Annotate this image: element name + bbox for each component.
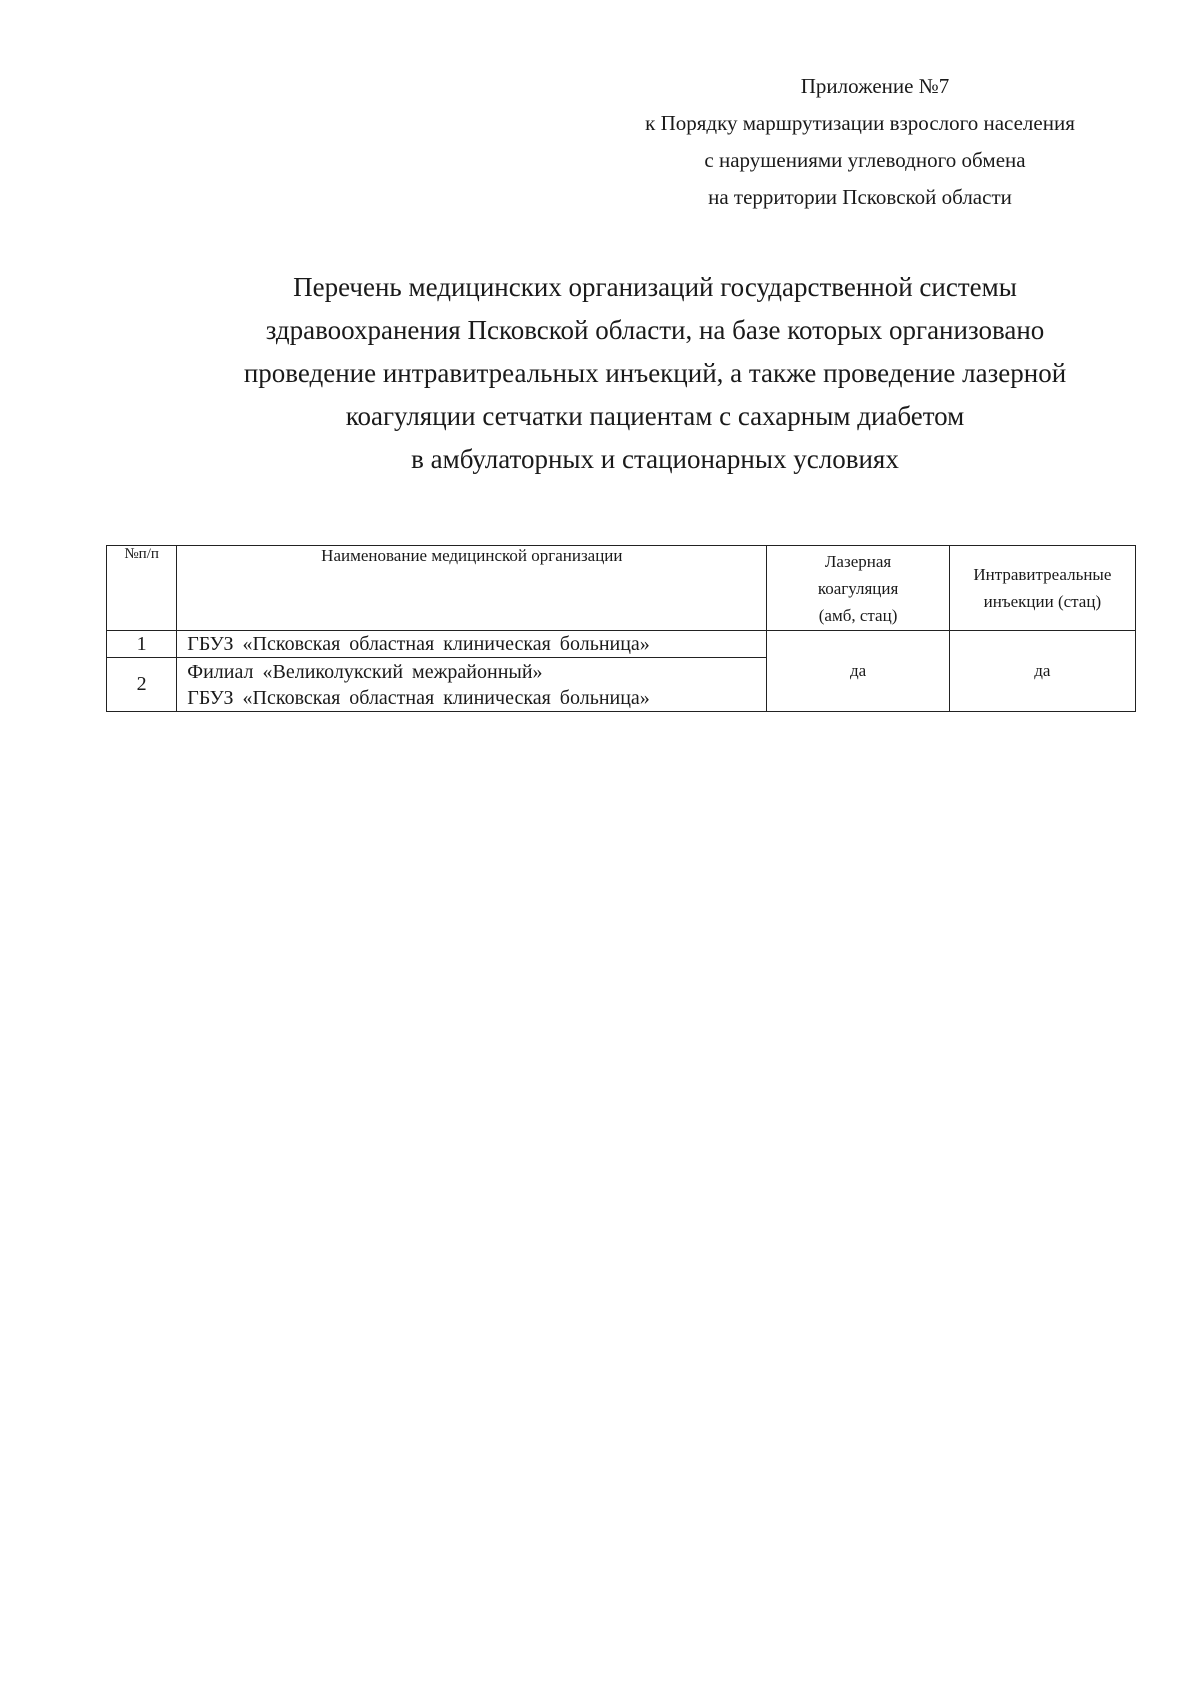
title-line: коагуляции сетчатки пациентам с сахарным диабетом — [345, 401, 965, 431]
table-header-row — [107, 546, 1136, 631]
header-intravitreal-injections — [949, 546, 1135, 631]
header-ivi-line: инъекции (стац) — [983, 592, 1102, 611]
appendix-header — [560, 68, 1160, 216]
header-org-name: Наименование медицинской организации — [177, 546, 767, 631]
appendix-line: к Порядку маршрутизации взрослого населения — [645, 111, 1075, 135]
header-laser-line: коагуляция — [817, 578, 899, 598]
row-number: 2 — [107, 658, 177, 712]
ivi-value: да — [949, 631, 1135, 712]
appendix-line: на территории Псковской области — [708, 185, 1012, 209]
title-line: в амбулаторных и стационарных условиях — [411, 444, 899, 474]
document-title — [130, 266, 1180, 481]
org-name-line: ГБУЗ «Псковская областная клиническая больница» — [187, 633, 650, 655]
table-row — [107, 631, 1136, 658]
header-number: №п/п — [107, 546, 177, 631]
header-laser-line: (амб, стац) — [818, 605, 898, 625]
title-line: Перечень медицинских организаций государственной системы — [293, 272, 1017, 302]
header-ivi-line: Интравитреальные — [973, 565, 1112, 584]
appendix-line: с нарушениями углеводного обмена — [704, 148, 1026, 172]
header-laser-line: Лазерная — [824, 551, 892, 571]
organizations-table — [106, 545, 1136, 712]
title-line: проведение интравитреальных инъекций, а также проведение лазерной — [243, 358, 1067, 388]
header-laser-coagulation — [767, 546, 949, 631]
row-org-name — [177, 631, 767, 658]
appendix-line: Приложение №7 — [800, 74, 950, 98]
org-name-line: ГБУЗ «Псковская областная клиническая больница» — [187, 686, 650, 709]
row-org-name — [177, 658, 767, 712]
row-number: 1 — [107, 631, 177, 658]
title-line: здравоохранения Псковской области, на базе которых организовано — [265, 315, 1045, 345]
laser-value: да — [767, 631, 949, 712]
org-name-line: Филиал «Великолукский межрайонный» — [187, 660, 543, 683]
